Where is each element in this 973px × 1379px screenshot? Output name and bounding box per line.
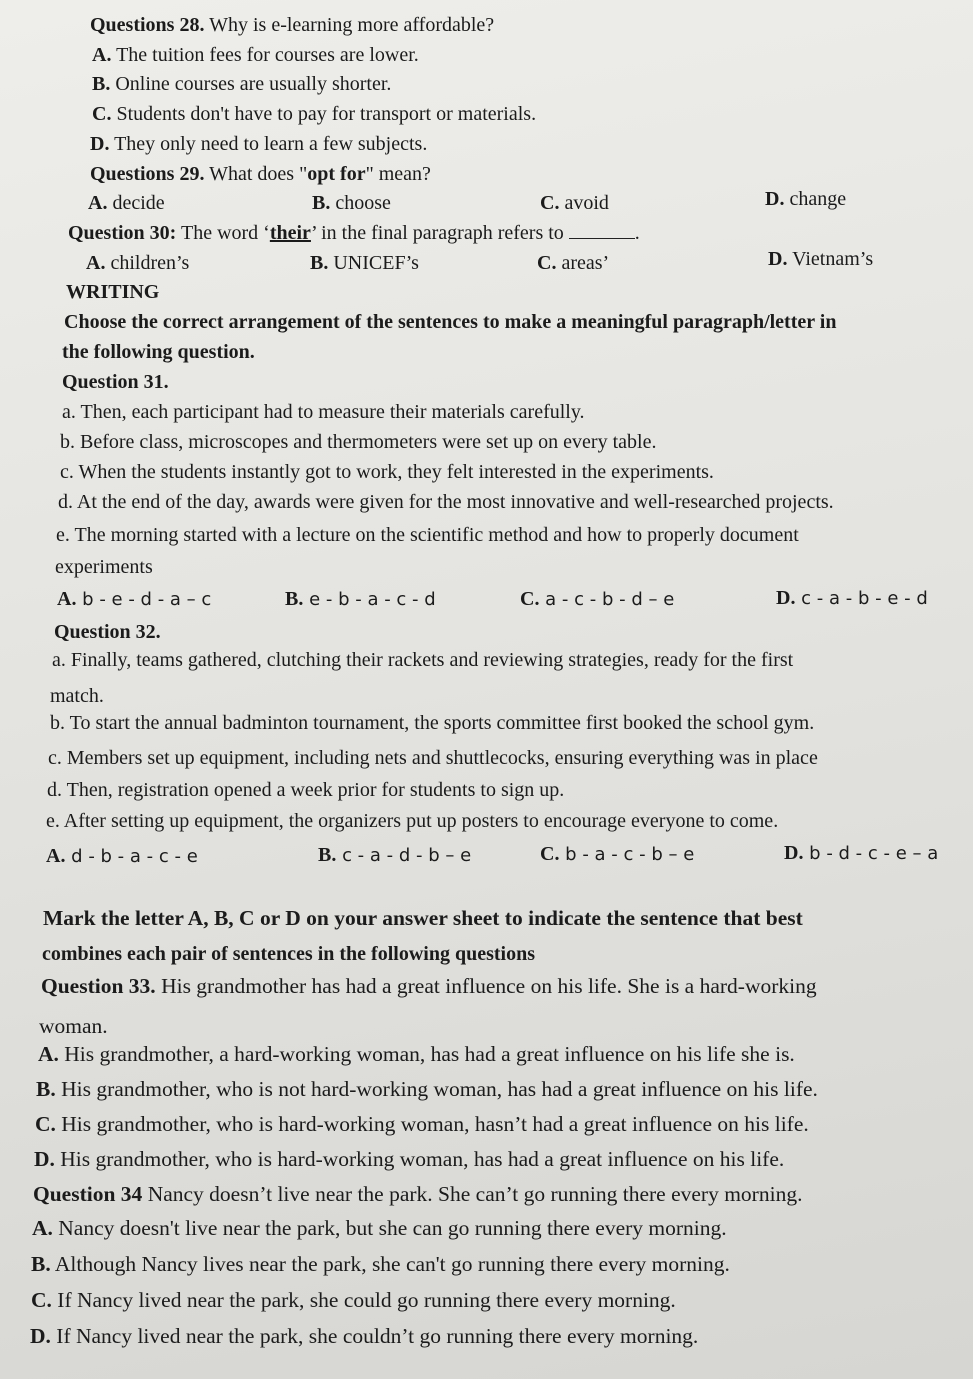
q31-sentence-a: a. Then, each participant had to measure their materials carefully.	[62, 401, 585, 423]
q32-sentence-d: d. Then, registration opened a week prior for students to sign up.	[47, 779, 565, 801]
q32-sentence-a-continued: match.	[50, 685, 104, 707]
q29-option-d: D. change	[765, 188, 847, 210]
answer-blank	[569, 220, 635, 239]
q32-sentence-b: b. To start the annual badminton tournament, the sports committee first booked the school gym.	[50, 712, 815, 734]
combine-instruction-line1: Mark the letter A, B, C or D on your answer sheet to indicate the sentence that best	[43, 906, 803, 930]
q31-sentence-d: d. At the end of the day, awards were given for the most innovative and well-researched projects.	[58, 491, 834, 513]
writing-instruction-line1: Choose the correct arrangement of the sentences to make a meaningful paragraph/letter in	[64, 311, 837, 333]
q30-option-a: A. children’s	[86, 252, 190, 274]
q33-option-b: B. His grandmother, who is not hard-working woman, has had a great influence on his life.	[36, 1077, 818, 1101]
q32-option-a: A. d - b - a - c - e	[46, 845, 198, 867]
q32-sentence-a: a. Finally, teams gathered, clutching their rackets and reviewing strategies, ready for the first	[52, 649, 794, 671]
q28-option-d: D. They only need to learn a few subjects.	[90, 133, 428, 155]
question-30-stem: Question 30: The word ‘their’ in the final paragraph refers to .	[68, 222, 640, 244]
q31-sentence-c: c. When the students instantly got to work, they felt interested in the experiments.	[60, 461, 714, 483]
question-31-number: Question 31.	[62, 371, 169, 393]
q31-sentence-e: e. The morning started with a lecture on the scientific method and how to properly document	[56, 524, 799, 546]
q31-option-a: A. b - e - d - a – c	[57, 588, 212, 610]
q33-option-c: C. His grandmother, who is hard-working woman, hasn’t had a great influence on his life.	[35, 1112, 809, 1136]
q29-option-c: C. avoid	[540, 192, 609, 214]
q32-option-c: C. b - a - c - b – e	[540, 843, 695, 865]
writing-instruction-line2: the following question.	[62, 341, 255, 363]
q33-option-d: D. His grandmother, who is hard-working woman, has had a great influence on his life.	[34, 1147, 785, 1171]
q32-option-b: B. c - a - d - b – e	[318, 844, 472, 866]
q32-sentence-c: c. Members set up equipment, including nets and shuttlecocks, ensuring everything was in place	[48, 747, 818, 769]
q28-option-a: A. The tuition fees for courses are lower.	[92, 44, 419, 66]
q34-option-d: D. If Nancy lived near the park, she couldn’t go running there every morning.	[30, 1324, 699, 1348]
section-heading-writing: WRITING	[66, 281, 160, 303]
combine-instruction-line2: combines each pair of sentences in the following questions	[42, 943, 535, 965]
q29-option-a: A. decide	[88, 192, 165, 214]
q29-option-b: B. choose	[312, 192, 391, 214]
question-number: Questions 28.	[90, 14, 205, 36]
q30-option-b: B. UNICEF’s	[310, 252, 419, 274]
q31-sentence-e-continued: experiments	[55, 556, 153, 578]
q34-option-b: B. Although Nancy lives near the park, she can't go running there every morning.	[31, 1252, 730, 1276]
question-28-stem: Questions 28. Why is e-learning more affordable?	[90, 14, 495, 36]
q33-option-a: A. His grandmother, a hard-working woman, has had a great influence on his life she is.	[38, 1042, 795, 1066]
q30-option-d: D. Vietnam’s	[768, 248, 874, 270]
q28-option-c: C. Students don't have to pay for transport or materials.	[92, 103, 537, 125]
q34-option-c: C. If Nancy lived near the park, she could go running there every morning.	[31, 1288, 676, 1312]
q31-sentence-b: b. Before class, microscopes and thermometers were set up on every table.	[60, 431, 657, 453]
question-33-stem-continued: woman.	[39, 1014, 108, 1038]
q31-option-c: C. a - c - b - d – e	[520, 588, 675, 610]
q30-option-c: C. areas’	[537, 252, 610, 274]
question-29-stem: Questions 29. What does "opt for" mean?	[90, 163, 431, 185]
question-33-stem: Question 33. His grandmother has had a great influence on his life. She is a hard-working	[41, 974, 817, 998]
q28-option-b: B. Online courses are usually shorter.	[92, 73, 392, 95]
q31-option-b: B. e - b - a - c - d	[285, 588, 436, 610]
q32-sentence-e: e. After setting up equipment, the organizers put up posters to encourage everyone to come.	[46, 810, 779, 832]
q32-option-d: D. b - d - c - e – a	[784, 842, 939, 864]
q31-option-d: D. c - a - b - e - d	[776, 587, 928, 609]
q34-option-a: A. Nancy doesn't live near the park, but she can go running there every morning.	[32, 1216, 727, 1240]
question-32-number: Question 32.	[54, 621, 161, 643]
question-34-stem: Question 34 Nancy doesn’t live near the park. She can’t go running there every morning.	[33, 1182, 803, 1206]
